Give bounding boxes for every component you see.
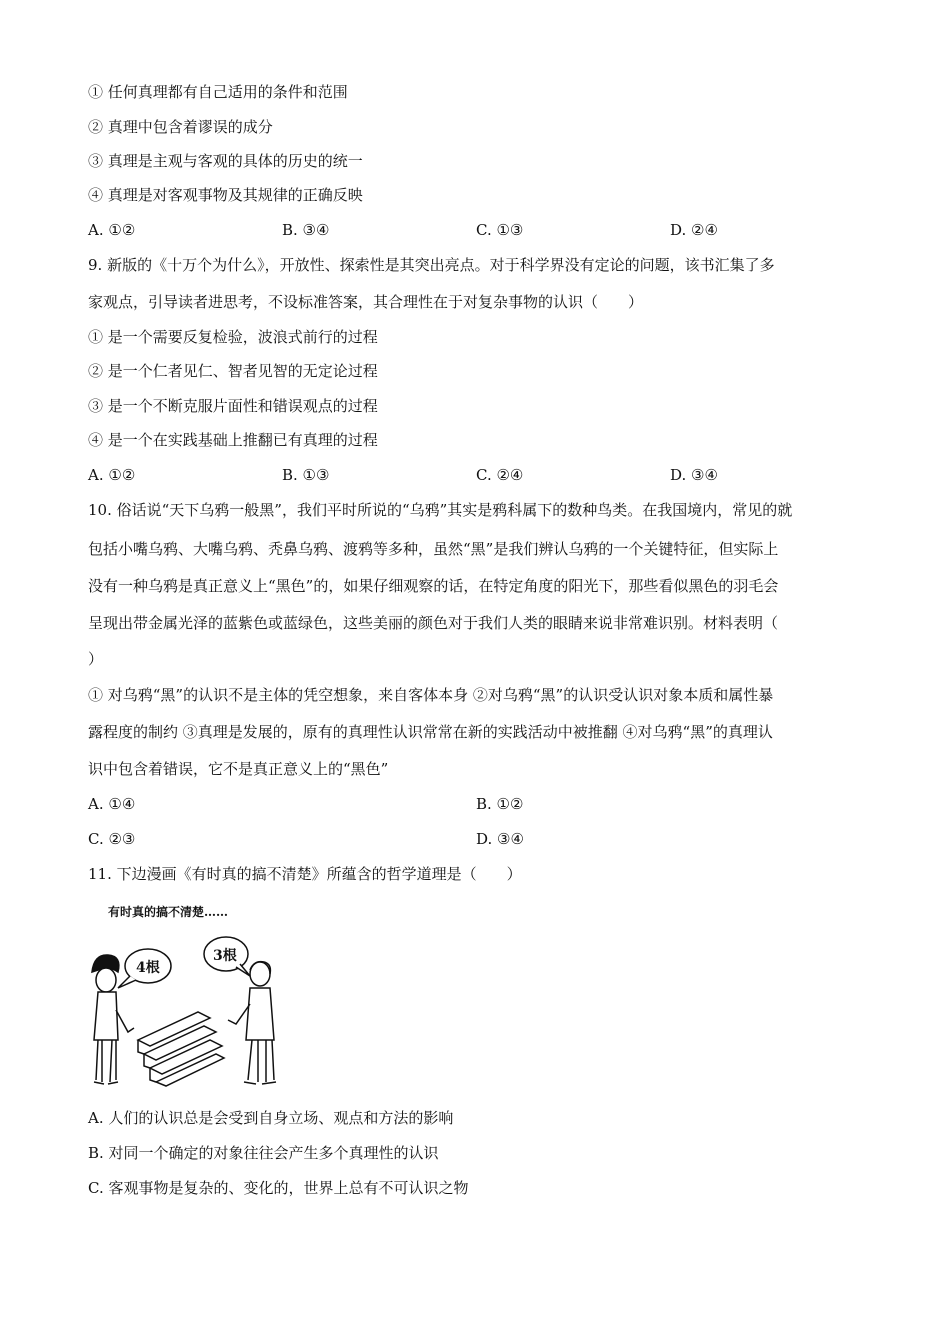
q9-item-3: ③ 是一个不断克服片面性和错误观点的过程 bbox=[88, 397, 378, 415]
q10-item-line-3: 识中包含着错误，它不是真正意义上的“黑色” bbox=[88, 760, 389, 778]
q10-option-a[interactable]: A. ①④ bbox=[88, 795, 136, 813]
q9-option-a[interactable]: A. ①② bbox=[88, 466, 136, 484]
q9-item-2: ② 是一个仁者见仁、智者见智的无定论过程 bbox=[88, 362, 378, 380]
bubble-right-text: 3根 bbox=[213, 948, 237, 964]
cartoon-drawing bbox=[88, 900, 288, 1095]
q9-item-1: ① 是一个需要反复检验，波浪式前行的过程 bbox=[88, 328, 378, 346]
q8-item-1: ① 任何真理都有自己适用的条件和范围 bbox=[88, 83, 348, 101]
bubble-left-text: 4根 bbox=[136, 960, 160, 976]
q10-item-line-1: ① 对乌鸦“黑”的认识不是主体的凭空想象，来自客体本身 ②对乌鸦“黑”的认识受认识对象本质和属性暴 bbox=[88, 686, 774, 704]
impossible-fork-figure bbox=[138, 1012, 224, 1086]
q10-stem-line-5: ） bbox=[88, 650, 104, 668]
q11-option-c[interactable]: C. 客观事物是复杂的、变化的，世界上总有不可认识之物 bbox=[88, 1179, 469, 1197]
q8-option-d[interactable]: D. ②④ bbox=[670, 221, 718, 239]
q10-stem-line-3: 没有一种乌鸦是真正意义上“黑色”的，如果仔细观察的话，在特定角度的阳光下，那些看似黑色的羽毛会 bbox=[88, 577, 779, 595]
q9-stem-line-2: 家观点，引导读者进思考，不设标准答案，其合理性在于对复杂事物的认识（ ） bbox=[88, 293, 644, 311]
q9-stem-line-1: 9. 新版的《十万个为什么》，开放性、探索性是其突出亮点。对于科学界没有定论的问题，该书汇集了多 bbox=[88, 256, 775, 274]
q10-option-d[interactable]: D. ③④ bbox=[476, 830, 524, 848]
q10-stem-line-2: 包括小嘴乌鸦、大嘴乌鸦、秃鼻乌鸦、渡鸦等多种，虽然“黑”是我们辨认乌鸦的一个关键特征，但实际上 bbox=[88, 540, 779, 558]
q9-option-d[interactable]: D. ③④ bbox=[670, 466, 718, 484]
q10-stem-line-1: 10. 俗话说“天下乌鸦一般黑”，我们平时所说的“乌鸦”其实是鸦科属下的数种鸟类。在我国境内，常见的就 bbox=[88, 501, 793, 519]
q10-option-c[interactable]: C. ②③ bbox=[88, 830, 136, 848]
q11-option-b[interactable]: B. 对同一个确定的对象往往会产生多个真理性的认识 bbox=[88, 1144, 439, 1162]
q11-option-a[interactable]: A. 人们的认识总是会受到自身立场、观点和方法的影响 bbox=[88, 1109, 454, 1127]
q10-stem-line-4: 呈现出带金属光泽的蓝紫色或蓝绿色，这些美丽的颜色对于我们人类的眼睛来说非常难识别。材料表明（ bbox=[88, 614, 779, 632]
q9-option-b[interactable]: B. ①③ bbox=[282, 466, 330, 484]
q8-item-2: ② 真理中包含着谬误的成分 bbox=[88, 118, 273, 136]
q8-option-b[interactable]: B. ③④ bbox=[282, 221, 330, 239]
q8-option-a[interactable]: A. ①② bbox=[88, 221, 136, 239]
cartoon-illustration bbox=[88, 900, 288, 1095]
q10-item-line-2: 露程度的制约 ③真理是发展的，原有的真理性认识常常在新的实践活动中被推翻 ④对乌鸦“黑”的真理认 bbox=[88, 723, 773, 741]
cartoon-caption: 有时真的搞不清楚…… bbox=[108, 905, 229, 919]
q8-item-4: ④ 真理是对客观事物及其规律的正确反映 bbox=[88, 186, 363, 204]
q11-stem: 11. 下边漫画《有时真的搞不清楚》所蕴含的哲学道理是（ ） bbox=[88, 865, 522, 883]
q10-option-b[interactable]: B. ①② bbox=[476, 795, 524, 813]
q9-item-4: ④ 是一个在实践基础上推翻已有真理的过程 bbox=[88, 431, 378, 449]
q8-option-c[interactable]: C. ①③ bbox=[476, 221, 524, 239]
q8-item-3: ③ 真理是主观与客观的具体的历史的统一 bbox=[88, 152, 363, 170]
q9-option-c[interactable]: C. ②④ bbox=[476, 466, 524, 484]
right-person-figure bbox=[228, 962, 276, 1084]
